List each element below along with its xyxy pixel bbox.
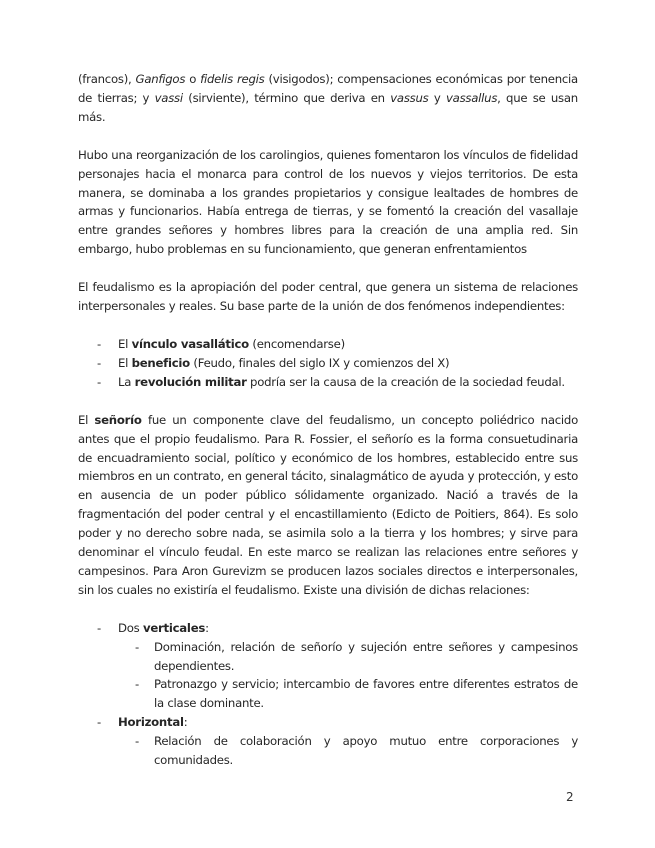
bold-term: Horizontal	[118, 715, 184, 730]
phenomena-list	[78, 335, 578, 392]
dash-bullet-icon: -	[135, 677, 139, 692]
bold-term: revolución militar	[134, 374, 247, 389]
sublist-item	[78, 732, 578, 770]
paragraph-4	[78, 411, 578, 600]
text-run: o	[185, 72, 201, 86]
list-item	[78, 335, 578, 354]
dash-bullet-icon: -	[135, 734, 139, 749]
dash-bullet-icon: -	[97, 715, 101, 730]
italic-term: fidelis regis	[200, 72, 265, 86]
text-run: Patronazgo y servicio; intercambio de favores entre diferentes estratos de la clase dominante.	[154, 677, 578, 711]
text-run: (Feudo, finales del siglo IX y comienzos del X)	[189, 355, 450, 370]
text-run: , que se usan más.	[78, 90, 578, 124]
list-item	[78, 619, 578, 714]
list-item	[78, 354, 578, 373]
text-run: fue un componente clave del feudalismo, un concepto poliédrico nacido antes que el propio feudalismo. Para R. Fossier, el señorío es la forma consuetudinaria de encuadramiento social, político y económico de los hombres, establecido entre sus miembros en un contrato, en general tácito, sinalagmático de ayuda y protección, y esto en ausencia de un poder público sólidamente organizado. Nació a través de la fragmentación del poder central y el encastillamiento (Edicto de Poitiers, 864). Es solo poder y no derecho sobre nada, se asimila solo a la tierra y los hombres; y sirve para denominar el vínculo feudal. En este marco se realizan las relaciones entre señores y campesinos. Para Aron Gurevizm se producen lazos sociales directos e interpersonales, sin los cuales no existiría el feudalismo. Existe una división de dichas relaciones:	[78, 412, 578, 597]
text-run: La	[118, 374, 135, 389]
text-run: El	[118, 355, 132, 370]
paragraph-2: Hubo una reorganización de los carolingios, quienes fomentaron los vínculos de fidelidad personajes hacia el monarca para control de los nuevos y viejos territorios. De esta manera, se dominaba a los grandes propietarios y consigue lealtades de hombres de armas y funcionarios. Había entrega de tierras, y se fomentó la creación del vasallaje entre grandes señores y hombres libres para la creación de una amplia red. Sin embargo, hubo problemas en su funcionamiento, que generan enfrentamientos	[78, 147, 578, 257]
paragraph-3: El feudalismo es la apropiación del poder central, que genera un sistema de relaciones interpersonales y reales. Su base parte de la unión de dos fenómenos independientes:	[78, 280, 578, 314]
bold-term: señorío	[94, 412, 142, 427]
paragraph-1	[78, 70, 578, 127]
bold-term: vínculo vasallático	[131, 336, 249, 351]
text-run: El	[118, 336, 132, 351]
sublist	[118, 732, 578, 770]
text-run: podría ser la causa de la creación de la sociedad feudal.	[246, 374, 565, 389]
dash-bullet-icon: -	[97, 374, 101, 389]
text-run: (francos),	[78, 72, 136, 86]
dash-bullet-icon: -	[135, 639, 139, 654]
relations-list	[78, 619, 578, 770]
text-run: :	[183, 715, 188, 730]
text-run: (sirviente), término que deriva en	[182, 90, 391, 105]
italic-term: vassallus	[446, 90, 498, 105]
list-item	[78, 373, 578, 392]
text-run: Dos	[118, 620, 143, 635]
text-run: :	[205, 620, 209, 635]
page-number: 2	[566, 790, 574, 804]
italic-term: vassi	[154, 90, 183, 105]
dash-bullet-icon: -	[97, 355, 101, 370]
italic-term: vassus	[390, 90, 429, 105]
sublist-item	[78, 675, 578, 713]
bold-term: beneficio	[131, 355, 190, 370]
document-body	[78, 70, 578, 770]
dash-bullet-icon: -	[97, 336, 101, 351]
list-item	[78, 713, 578, 770]
sublist	[118, 638, 578, 714]
text-run: Dominación, relación de señorío y sujeción entre señores y campesinos dependientes.	[154, 639, 578, 673]
text-run: (encomendarse)	[248, 336, 345, 351]
bold-term: verticales	[142, 620, 206, 635]
text-run: y	[428, 90, 446, 105]
text-run: (visigodos); compensaciones económicas por tenencia de tierras; y	[78, 72, 578, 105]
dash-bullet-icon: -	[97, 620, 101, 635]
text-run: El	[78, 412, 95, 427]
sublist-item	[78, 638, 578, 676]
text-run: Relación de colaboración y apoyo mutuo entre corporaciones y comunidades.	[154, 734, 578, 768]
italic-term: Ganfigos	[135, 72, 186, 86]
